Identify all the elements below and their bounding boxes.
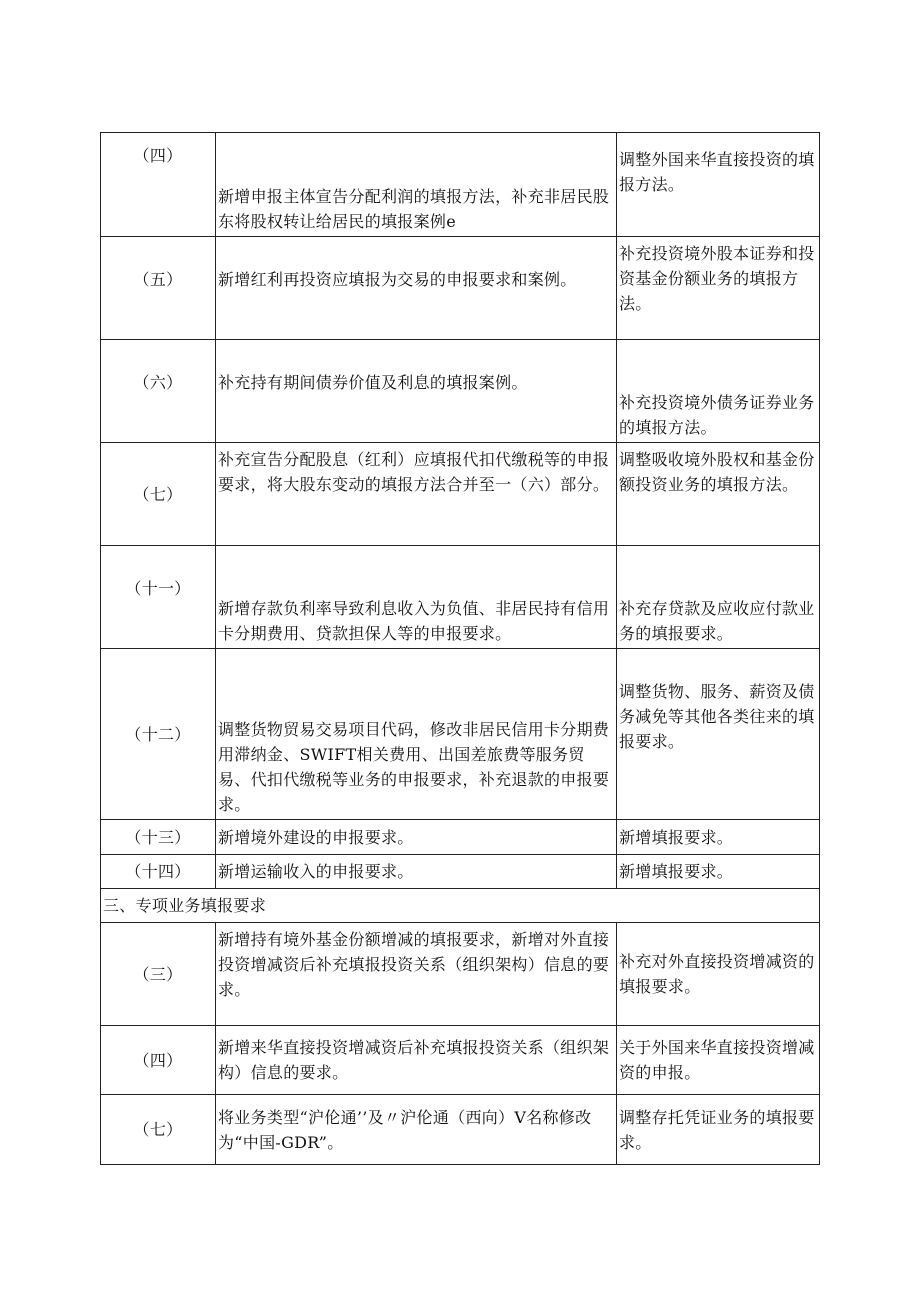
change-description: 将业务类型“沪伦通’’及〃沪伦通（西向）V名称修改为“中国-GDR”。 — [216, 1095, 617, 1165]
change-note: 调整外国来华直接投资的填报方法。 — [617, 133, 820, 237]
item-number: （四） — [101, 1026, 216, 1095]
table-row — [101, 923, 820, 1026]
item-number: （十二） — [101, 649, 216, 820]
item-number: （七） — [101, 443, 216, 546]
item-number: （四） — [101, 133, 216, 237]
table-row — [101, 340, 820, 443]
change-description: 补充宣告分配股息（红利）应填报代扣代缴税等的申报要求，将大股东变动的填报方法合并至一（六）部分。 — [216, 443, 617, 546]
table-row — [101, 855, 820, 889]
table-row — [101, 237, 820, 340]
change-note: 补充投资境外股本证券和投资基金份额业务的填报方法。 — [617, 237, 820, 340]
change-description: 新增存款负利率导致利息收入为负值、非居民持有信用卡分期费用、贷款担保人等的申报要求。 — [216, 546, 617, 649]
table-row — [101, 1026, 820, 1095]
change-note: 调整存托凭证业务的填报要求。 — [617, 1095, 820, 1165]
change-description: 补充持有期间债券价值及利息的填报案例。 — [216, 340, 617, 443]
table-row — [101, 820, 820, 855]
change-description: 新增运输收入的申报要求。 — [216, 855, 617, 889]
table-row — [101, 443, 820, 546]
change-table — [100, 132, 820, 1165]
item-number: （三） — [101, 923, 216, 1026]
item-number: （六） — [101, 340, 216, 443]
item-number: （七） — [101, 1095, 216, 1165]
change-description: 新增持有境外基金份额增减的填报要求，新增对外直接投资增减资后补充填报投资关系（组织架构）信息的要求。 — [216, 923, 617, 1026]
section-header-row — [101, 889, 820, 923]
change-note: 新增填报要求。 — [617, 820, 820, 855]
table-row — [101, 1095, 820, 1165]
section-title: 三、专项业务填报要求 — [101, 889, 820, 923]
item-number: （十三） — [101, 820, 216, 855]
change-note: 补充对外直接投资增减资的填报要求。 — [617, 923, 820, 1026]
table-row — [101, 133, 820, 237]
change-note: 调整吸收境外股权和基金份额投资业务的填报方法。 — [617, 443, 820, 546]
change-note: 关于外国来华直接投资增减资的申报。 — [617, 1026, 820, 1095]
change-description: 新增来华直接投资增减资后补充填报投资关系（组织架构）信息的要求。 — [216, 1026, 617, 1095]
item-number: （十一） — [101, 546, 216, 649]
item-number: （十四） — [101, 855, 216, 889]
change-description: 新增红利再投资应填报为交易的申报要求和案例。 — [216, 237, 617, 340]
change-description: 新增境外建设的申报要求。 — [216, 820, 617, 855]
item-number: （五） — [101, 237, 216, 340]
change-note: 补充存贷款及应收应付款业务的填报要求。 — [617, 546, 820, 649]
change-note: 补充投资境外债务证券业务的填报方法。 — [617, 340, 820, 443]
change-note: 调整货物、服务、薪资及债务减免等其他各类往来的填报要求。 — [617, 649, 820, 820]
change-description: 新增申报主体宣告分配利润的填报方法，补充非居民股东将股权转让给居民的填报案例e — [216, 133, 617, 237]
table-row — [101, 649, 820, 820]
table-row — [101, 546, 820, 649]
change-description: 调整货物贸易交易项目代码，修改非居民信用卡分期费用滞纳金、SWIFT相关费用、出国差旅费等服务贸易、代扣代缴税等业务的申报要求，补充退款的申报要求。 — [216, 649, 617, 820]
change-note: 新增填报要求。 — [617, 855, 820, 889]
